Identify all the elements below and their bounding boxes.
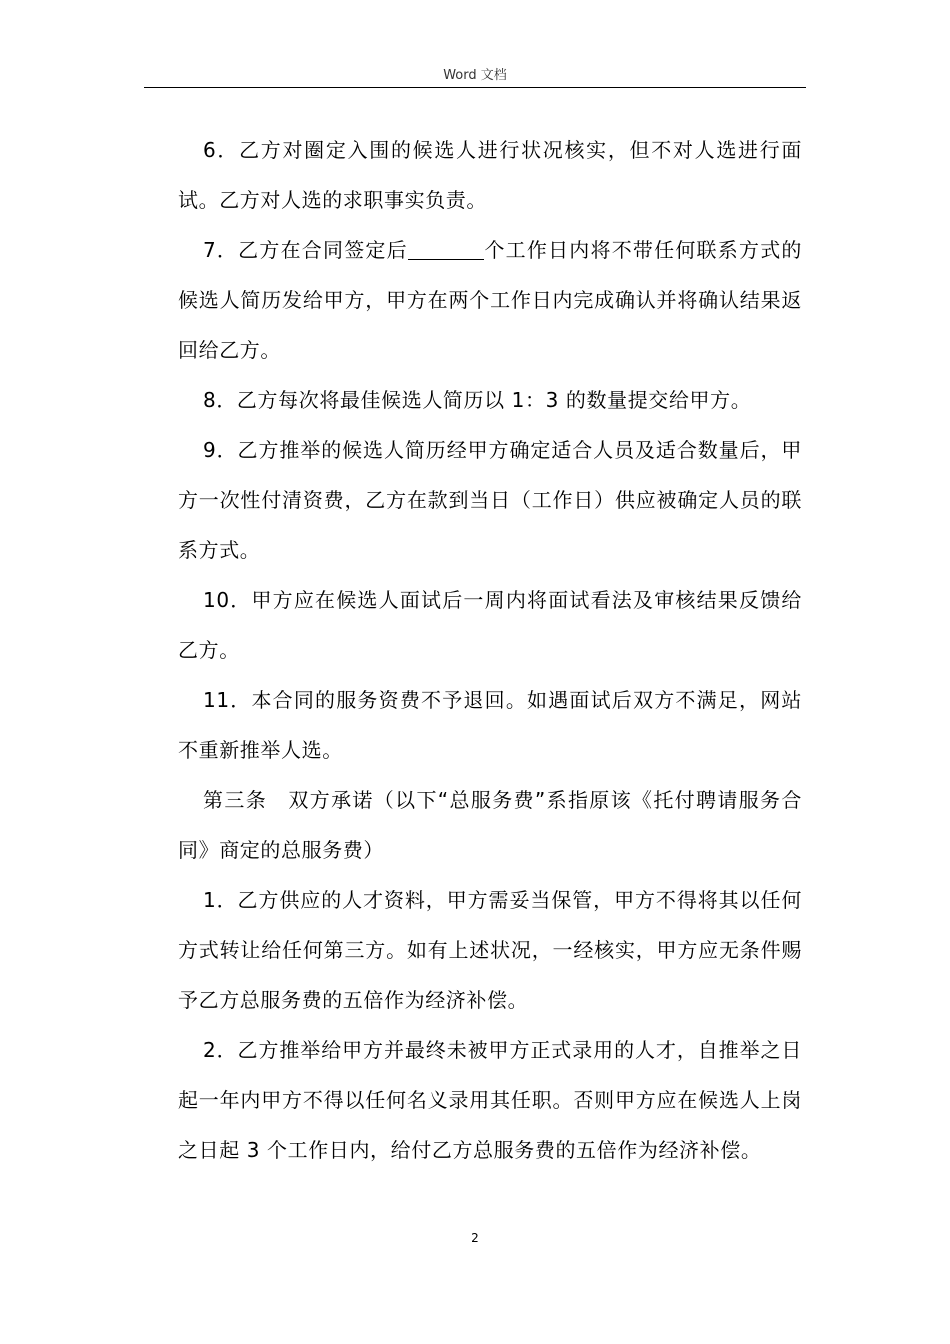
commitment-1: 1．乙方供应的人才资料，甲方需妥当保管，甲方不得将其以任何方式转让给任何第三方。如有上述状况，一经核实，甲方应无条件赐予乙方总服务费的五倍作为经济补偿。 (178, 888, 802, 1012)
document-body (178, 125, 802, 1175)
page-number: 2 (471, 1231, 479, 1245)
clause-6: 6．乙方对圈定入围的候选人进行状况核实，但不对人选进行面试。乙方对人选的求职事实负责。 (178, 138, 802, 212)
clause-7-text-after: 个工作日内将不带任何联系方式的候选人简历发给甲方，甲方在两个工作日内完成确认并将确认结果返回给乙方。 (178, 238, 803, 362)
article-3-heading: 第三条 双方承诺（以下“总服务费”系指原该《托付聘请服务合同》商定的总服务费） (178, 788, 802, 862)
commitment-2: 2．乙方推举给甲方并最终未被甲方正式录用的人才，自推举之日起一年内甲方不得以任何名义录用其任职。否则甲方应在候选人上岗之日起 3 个工作日内，给付乙方总服务费的五倍作为经济补偿。 (178, 1038, 802, 1162)
clause-7-text-before: 7．乙方在合同签定后 (203, 238, 408, 262)
clause-7 (178, 225, 802, 375)
clause-10: 10．甲方应在候选人面试后一周内将面试看法及审核结果反馈给乙方。 (178, 588, 802, 662)
clause-8: 8．乙方每次将最佳候选人简历以 1：3 的数量提交给甲方。 (203, 388, 752, 412)
clause-9: 9．乙方推举的候选人简历经甲方确定适合人员及适合数量后，甲方一次性付清资费，乙方在款到当日（工作日）供应被确定人员的联系方式。 (178, 438, 802, 562)
fill-in-blank (408, 239, 484, 260)
page-header: Word 文档 (443, 68, 507, 83)
clause-11: 11．本合同的服务资费不予退回。如遇面试后双方不满足，网站不重新推举人选。 (178, 688, 802, 762)
header-rule (144, 87, 806, 88)
